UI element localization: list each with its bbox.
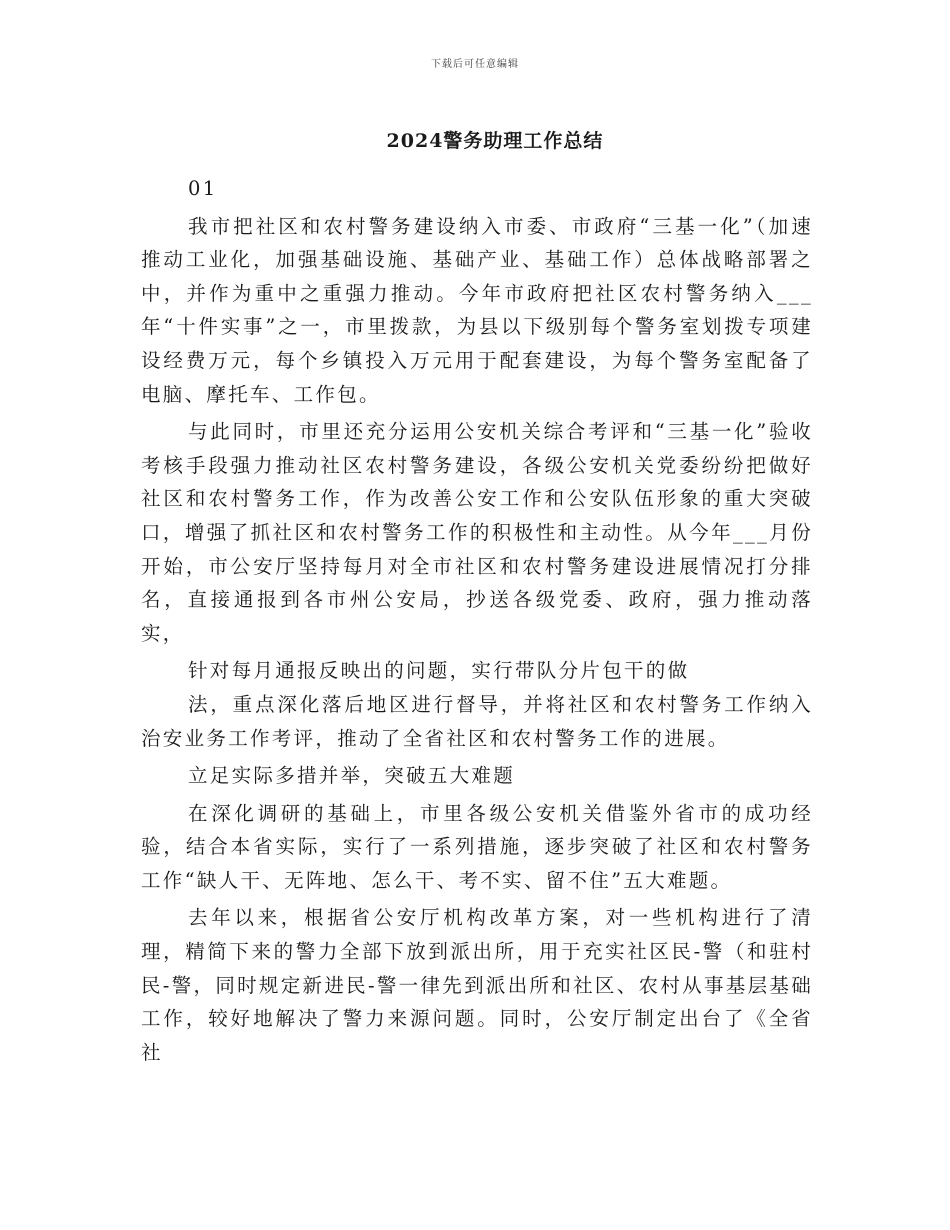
- paragraph: 我市把社区和农村警务建设纳入市委、市政府“三基一化”（加速推动工业化，加强基础设施、基础产业、基础工作）总体战略部署之中，并作为重中之重强力推动。今年市政府把社区农村警务纳入___年“十件实事”之一，市里拨款，为县以下级别每个警务室划拨专项建设经费万元，每个乡镇投入万元用于配套建设，为每个警务室配备了电脑、摩托车、工作包。: [141, 214, 813, 406]
- paragraph: 去年以来，根据省公安厅机构改革方案，对一些机构进行了清理，精简下来的警力全部下放到派出所，用于充实社区民-警（和驻村民-警，同时规定新进民-警一律先到派出所和社区、农村从事基层基础工作，较好地解决了警力来源问题。同时，公安厅制定出台了《全省社: [141, 906, 813, 1064]
- paragraph: 法，重点深化落后地区进行督导，并将社区和农村警务工作纳入治安业务工作考评，推动了全省社区和农村警务工作的进展。: [141, 692, 813, 750]
- paragraph: 在深化调研的基础上，市里各级公安机关借鉴外省市的成功经验，结合本省实际，实行了一系列措施，逐步突破了社区和农村警务工作“缺人干、无阵地、怎么干、考不实、留不住”五大难题。: [141, 801, 813, 892]
- paragraph: 针对每月通报反映出的问题，实行带队分片包干的做: [188, 659, 690, 683]
- document-title: 2024警务助理工作总结: [386, 130, 604, 152]
- document-body: [141, 172, 813, 1073]
- header-note: 下载后可任意编辑: [431, 59, 519, 70]
- paragraph-section-number: 01: [188, 177, 218, 200]
- paragraph: 与此同时，市里还充分运用公安机关综合考评和“三基一化”验收考核手段强力推动社区农村警务建设，各级公安机关党委纷纷把做好社区和农村警务工作，作为改善公安工作和公安队伍形象的重大突破口，增强了抓社区和农村警务工作的积极性和主动性。从今年___月份开始，市公安厅坚持每月对全市社区和农村警务建设进展情况打分排名，直接通报到各市州公安局，抄送各级党委、政府，强力推动落实，: [141, 420, 813, 645]
- paragraph-subheading: 立足实际多措并举，突破五大难题: [188, 764, 516, 788]
